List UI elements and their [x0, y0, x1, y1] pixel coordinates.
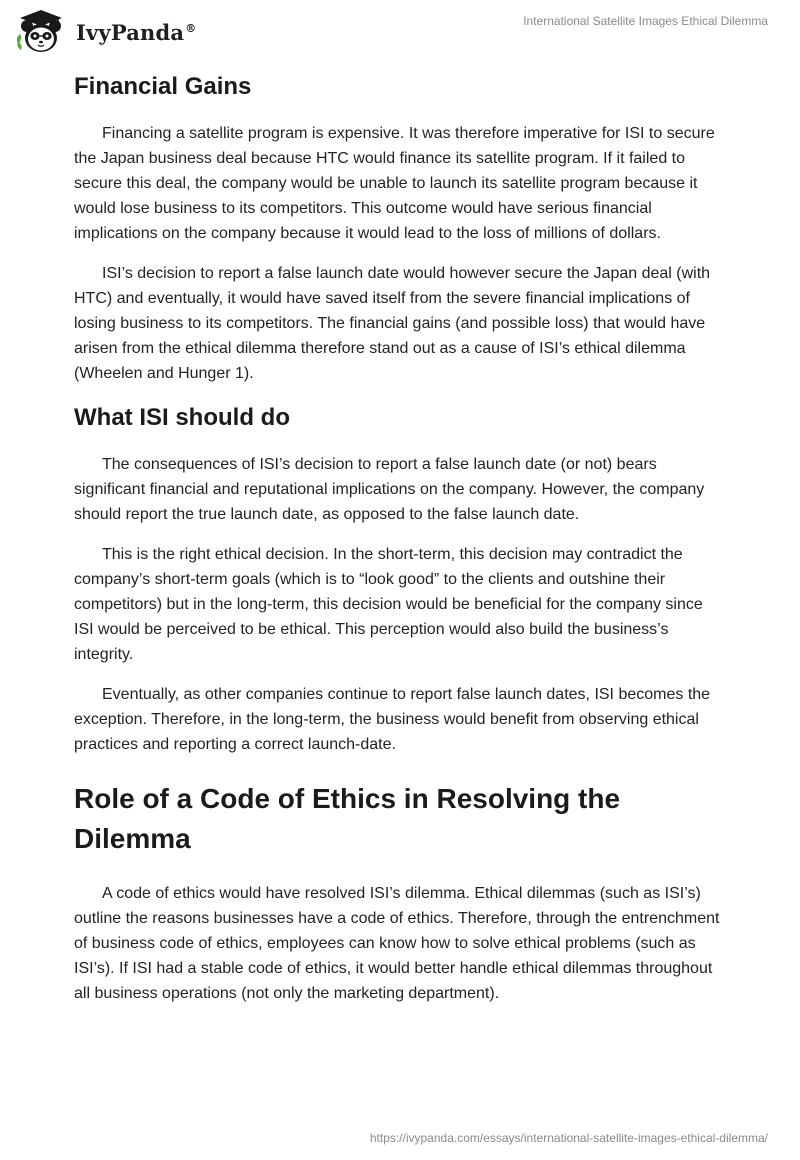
paragraph: ISI’s decision to report a false launch date would however secure the Japan deal (with HTC) and eventually, it would have saved itself from the severe financial implications of losing business to its competitors. The financial gains (and possible loss) that would have arisen from the ethical dilemma therefore stand out as a cause of ISI’s ethical dilemma (Wheelen and Hunger 1).: [74, 265, 711, 382]
document-title: International Satellite Images Ethical Dilemma: [523, 14, 768, 28]
paragraph: Financing a satellite program is expensive. It was therefore imperative for ISI to secure the Japan business deal because HTC would finance its satellite program. If it failed to secure this deal, the company would be unable to launch its satellite program because it would lose business to its competitors. This outcome would have serious financial implications on the company because it would lead to the loss of millions of dollars.: [74, 125, 715, 242]
section-heading: What ISI should do: [74, 404, 290, 431]
ivypanda-logo[interactable]: [14, 8, 196, 56]
paragraph: Eventually, as other companies continue to report false launch dates, ISI becomes the exception. Therefore, in the long-term, the business would benefit from observing ethical practices and reporting a correct launch-date.: [74, 686, 711, 753]
essay-content: [74, 70, 726, 1006]
section-heading: Financial Gains: [74, 73, 252, 100]
page-header: [0, 0, 800, 64]
panda-graduate-logo-icon: [14, 8, 68, 56]
paragraph: A code of ethics would have resolved ISI’s dilemma. Ethical dilemmas (such as ISI’s) outline the reasons businesses have a code of ethics. Therefore, through the entrenchment of business code of ethics, employees can know how to solve ethical problems (such as ISI’s). If ISI had a stable code of ethics, it would better handle ethical dilemmas throughout all business operations (not only the marketing department).: [74, 885, 720, 1002]
paragraph: This is the right ethical decision. In the short-term, this decision may contradict the company’s short-term goals (which is to “look good” to the clients and outshine their competitors) but in the long-term, this decision would be beneficial for the company since ISI would be perceived to be ethical. This perception would also build the business’s integrity.: [74, 546, 703, 663]
logo-wordmark: IvyPanda®: [76, 19, 197, 45]
paragraph: The consequences of ISI’s decision to report a false launch date (or not) bears significant financial and reputational implications on the company. However, the company should report the true launch date, as opposed to the false launch date.: [74, 456, 705, 523]
source-url[interactable]: https://ivypanda.com/essays/international-satellite-images-ethical-dilemma/: [369, 1131, 768, 1145]
section-heading: Role of a Code of Ethics in Resolving the Dilemma: [74, 783, 621, 854]
